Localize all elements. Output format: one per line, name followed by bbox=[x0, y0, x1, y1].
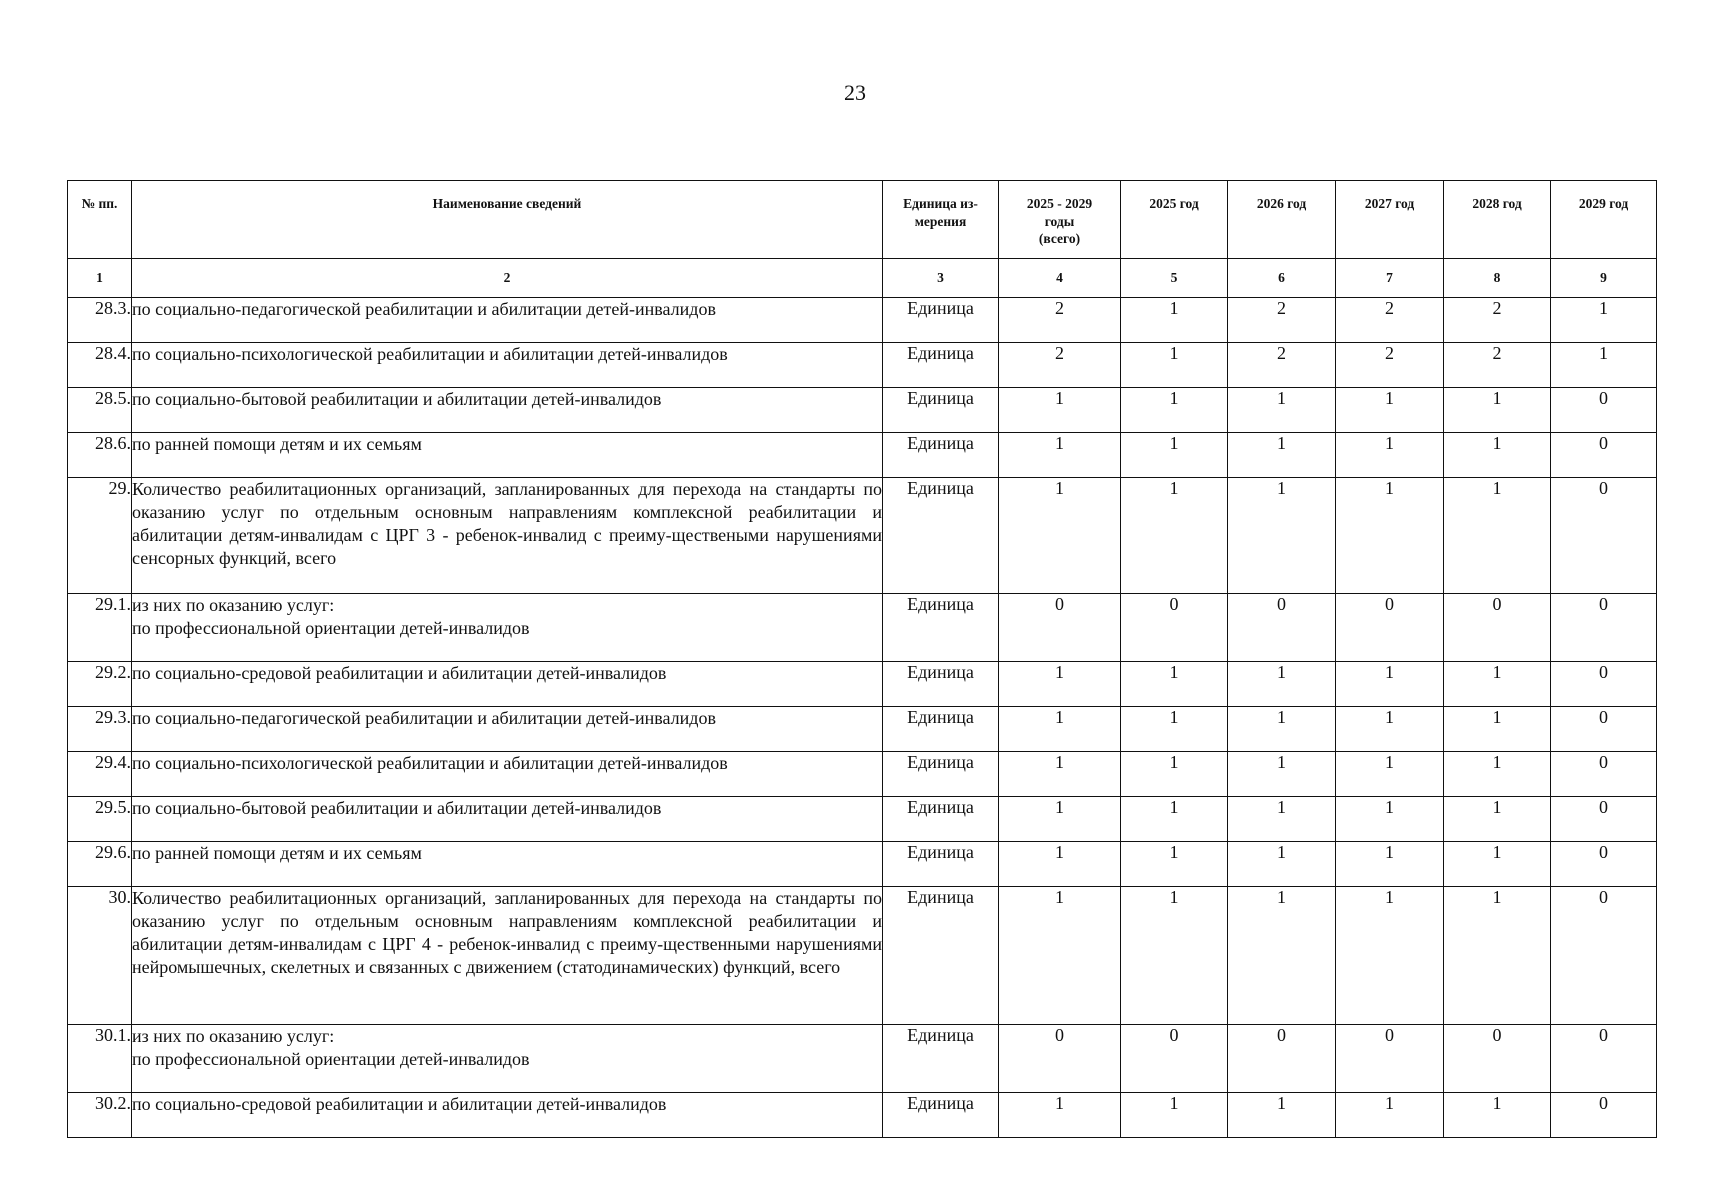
row-name: Количество реабилитационных организаций, запланированных для перехода на стандарты по оказанию услуг по отдельным основным направлениям комплексной реабилитации и абилитации детям-инвалидам с ЦРГ 4 - ребенок-инвалид с преиму-щественными нарушениями нейромышечных, скелетных и связанных с движением (статодинамических) функций, всего bbox=[132, 887, 883, 1025]
table-row bbox=[68, 298, 1657, 343]
value-total: 1 bbox=[999, 662, 1121, 707]
value-2029: 0 bbox=[1551, 887, 1657, 1025]
value-2027: 0 bbox=[1336, 594, 1444, 662]
row-name-line: по профессиональной ориентации детей-инвалидов bbox=[132, 1049, 530, 1069]
table-row bbox=[68, 887, 1657, 1025]
value-2027: 1 bbox=[1336, 842, 1444, 887]
column-number: 4 bbox=[999, 259, 1121, 298]
value-total: 1 bbox=[999, 1093, 1121, 1138]
table-row bbox=[68, 478, 1657, 594]
row-number: 29.2. bbox=[68, 662, 132, 707]
row-name-line: по профессиональной ориентации детей-инвалидов bbox=[132, 618, 530, 638]
value-total: 1 bbox=[999, 478, 1121, 594]
row-number: 30.1. bbox=[68, 1025, 132, 1093]
row-name: Количество реабилитационных организаций, запланированных для перехода на стандарты по оказанию услуг по отдельным основным направлениям комплексной реабилитации и абилитации детям-инвалидам с ЦРГ 3 - ребенок-инвалид с преиму-ществеными нарушениями сенсорных функций, всего bbox=[132, 478, 883, 594]
value-2029: 0 bbox=[1551, 478, 1657, 594]
table-row bbox=[68, 842, 1657, 887]
value-2025: 1 bbox=[1121, 478, 1228, 594]
value-total: 1 bbox=[999, 797, 1121, 842]
row-name: по социально-средовой реабилитации и абилитации детей-инвалидов bbox=[132, 662, 883, 707]
row-unit: Единица bbox=[883, 1093, 999, 1138]
row-unit: Единица bbox=[883, 343, 999, 388]
value-2025: 1 bbox=[1121, 752, 1228, 797]
value-2029: 0 bbox=[1551, 388, 1657, 433]
table-row bbox=[68, 662, 1657, 707]
table-row bbox=[68, 594, 1657, 662]
value-2028: 1 bbox=[1444, 707, 1551, 752]
row-name bbox=[132, 1025, 883, 1093]
value-2027: 1 bbox=[1336, 478, 1444, 594]
row-name: по социально-средовой реабилитации и абилитации детей-инвалидов bbox=[132, 1093, 883, 1138]
column-number: 9 bbox=[1551, 259, 1657, 298]
value-2028: 1 bbox=[1444, 662, 1551, 707]
column-number: 8 bbox=[1444, 259, 1551, 298]
row-unit: Единица bbox=[883, 298, 999, 343]
value-2027: 1 bbox=[1336, 752, 1444, 797]
row-name: по социально-психологической реабилитации и абилитации детей-инвалидов bbox=[132, 343, 883, 388]
row-name: по ранней помощи детям и их семьям bbox=[132, 842, 883, 887]
column-number: 1 bbox=[68, 259, 132, 298]
row-name-line: из них по оказанию услуг: bbox=[132, 1026, 335, 1046]
row-unit: Единица bbox=[883, 797, 999, 842]
table-row bbox=[68, 752, 1657, 797]
value-2029: 0 bbox=[1551, 433, 1657, 478]
column-number: 3 bbox=[883, 259, 999, 298]
value-2029: 0 bbox=[1551, 1093, 1657, 1138]
value-2026: 1 bbox=[1228, 433, 1336, 478]
value-2025: 1 bbox=[1121, 298, 1228, 343]
value-2025: 1 bbox=[1121, 797, 1228, 842]
page-number: 23 bbox=[844, 80, 866, 105]
value-2027: 1 bbox=[1336, 388, 1444, 433]
row-name: по социально-педагогической реабилитации и абилитации детей-инвалидов bbox=[132, 707, 883, 752]
row-name: по социально-психологической реабилитации и абилитации детей-инвалидов bbox=[132, 752, 883, 797]
value-2025: 1 bbox=[1121, 388, 1228, 433]
value-2026: 2 bbox=[1228, 343, 1336, 388]
row-number: 30. bbox=[68, 887, 132, 1025]
value-2026: 0 bbox=[1228, 594, 1336, 662]
value-2028: 2 bbox=[1444, 343, 1551, 388]
row-unit: Единица bbox=[883, 388, 999, 433]
row-number: 29. bbox=[68, 478, 132, 594]
row-number: 28.4. bbox=[68, 343, 132, 388]
row-unit: Единица bbox=[883, 887, 999, 1025]
value-2028: 1 bbox=[1444, 388, 1551, 433]
value-total: 1 bbox=[999, 887, 1121, 1025]
value-2028: 0 bbox=[1444, 594, 1551, 662]
value-2029: 1 bbox=[1551, 343, 1657, 388]
value-2027: 2 bbox=[1336, 343, 1444, 388]
value-2025: 1 bbox=[1121, 887, 1228, 1025]
value-2028: 2 bbox=[1444, 298, 1551, 343]
table-row bbox=[68, 433, 1657, 478]
value-2026: 1 bbox=[1228, 1093, 1336, 1138]
value-2027: 0 bbox=[1336, 1025, 1444, 1093]
column-number: 7 bbox=[1336, 259, 1444, 298]
value-total: 0 bbox=[999, 594, 1121, 662]
value-2026: 1 bbox=[1228, 707, 1336, 752]
table-row bbox=[68, 797, 1657, 842]
row-unit: Единица bbox=[883, 752, 999, 797]
value-total: 1 bbox=[999, 752, 1121, 797]
value-2027: 1 bbox=[1336, 887, 1444, 1025]
value-2026: 1 bbox=[1228, 842, 1336, 887]
row-number: 28.5. bbox=[68, 388, 132, 433]
header-cell-2027: 2027 год bbox=[1336, 181, 1444, 259]
value-2028: 1 bbox=[1444, 478, 1551, 594]
row-unit: Единица bbox=[883, 478, 999, 594]
value-2028: 1 bbox=[1444, 842, 1551, 887]
value-2029: 0 bbox=[1551, 707, 1657, 752]
header-cell-total: 2025 - 2029 годы (всего) bbox=[999, 181, 1121, 259]
value-2029: 0 bbox=[1551, 842, 1657, 887]
table-row bbox=[68, 707, 1657, 752]
value-2026: 1 bbox=[1228, 478, 1336, 594]
row-unit: Единица bbox=[883, 433, 999, 478]
value-total: 0 bbox=[999, 1025, 1121, 1093]
value-2025: 1 bbox=[1121, 707, 1228, 752]
value-2027: 2 bbox=[1336, 298, 1444, 343]
value-2028: 1 bbox=[1444, 1093, 1551, 1138]
data-table bbox=[67, 180, 1657, 1138]
value-2029: 1 bbox=[1551, 298, 1657, 343]
row-name: по социально-педагогической реабилитации и абилитации детей-инвалидов bbox=[132, 298, 883, 343]
row-number: 28.3. bbox=[68, 298, 132, 343]
value-2029: 0 bbox=[1551, 752, 1657, 797]
value-2028: 1 bbox=[1444, 433, 1551, 478]
value-2029: 0 bbox=[1551, 594, 1657, 662]
header-cell-name: Наименование сведений bbox=[132, 181, 883, 259]
value-2026: 2 bbox=[1228, 298, 1336, 343]
table-row bbox=[68, 1025, 1657, 1093]
row-unit: Единица bbox=[883, 662, 999, 707]
column-number-row bbox=[68, 259, 1657, 298]
value-2025: 1 bbox=[1121, 842, 1228, 887]
value-total: 2 bbox=[999, 343, 1121, 388]
row-name-line: из них по оказанию услуг: bbox=[132, 595, 335, 615]
value-total: 2 bbox=[999, 298, 1121, 343]
value-2025: 0 bbox=[1121, 594, 1228, 662]
value-2025: 1 bbox=[1121, 343, 1228, 388]
row-name bbox=[132, 594, 883, 662]
value-2027: 1 bbox=[1336, 797, 1444, 842]
row-number: 29.6. bbox=[68, 842, 132, 887]
row-number: 29.3. bbox=[68, 707, 132, 752]
value-2026: 1 bbox=[1228, 797, 1336, 842]
header-cell-2025: 2025 год bbox=[1121, 181, 1228, 259]
value-total: 1 bbox=[999, 842, 1121, 887]
value-2029: 0 bbox=[1551, 1025, 1657, 1093]
row-unit: Единица bbox=[883, 1025, 999, 1093]
value-2027: 1 bbox=[1336, 707, 1444, 752]
row-number: 29.4. bbox=[68, 752, 132, 797]
row-number: 29.5. bbox=[68, 797, 132, 842]
value-total: 1 bbox=[999, 433, 1121, 478]
value-total: 1 bbox=[999, 388, 1121, 433]
value-2026: 1 bbox=[1228, 388, 1336, 433]
row-number: 28.6. bbox=[68, 433, 132, 478]
value-2029: 0 bbox=[1551, 797, 1657, 842]
value-2025: 1 bbox=[1121, 433, 1228, 478]
row-number: 30.2. bbox=[68, 1093, 132, 1138]
value-2025: 1 bbox=[1121, 1093, 1228, 1138]
column-number: 2 bbox=[132, 259, 883, 298]
value-2025: 0 bbox=[1121, 1025, 1228, 1093]
value-2026: 0 bbox=[1228, 1025, 1336, 1093]
value-2025: 1 bbox=[1121, 662, 1228, 707]
value-2027: 1 bbox=[1336, 433, 1444, 478]
value-2028: 1 bbox=[1444, 797, 1551, 842]
value-2027: 1 bbox=[1336, 662, 1444, 707]
row-unit: Единица bbox=[883, 842, 999, 887]
header-cell-unit: Единица из- мерения bbox=[883, 181, 999, 259]
column-number: 6 bbox=[1228, 259, 1336, 298]
value-2029: 0 bbox=[1551, 662, 1657, 707]
column-number: 5 bbox=[1121, 259, 1228, 298]
row-name: по социально-бытовой реабилитации и абилитации детей-инвалидов bbox=[132, 797, 883, 842]
row-number: 29.1. bbox=[68, 594, 132, 662]
table-row bbox=[68, 343, 1657, 388]
row-unit: Единица bbox=[883, 594, 999, 662]
row-unit: Единица bbox=[883, 707, 999, 752]
value-2028: 0 bbox=[1444, 1025, 1551, 1093]
header-cell-2026: 2026 год bbox=[1228, 181, 1336, 259]
table-row bbox=[68, 388, 1657, 433]
header-row bbox=[68, 181, 1657, 259]
value-2026: 1 bbox=[1228, 752, 1336, 797]
header-cell-2028: 2028 год bbox=[1444, 181, 1551, 259]
value-total: 1 bbox=[999, 707, 1121, 752]
value-2026: 1 bbox=[1228, 887, 1336, 1025]
value-2028: 1 bbox=[1444, 887, 1551, 1025]
value-2028: 1 bbox=[1444, 752, 1551, 797]
row-name: по социально-бытовой реабилитации и абилитации детей-инвалидов bbox=[132, 388, 883, 433]
value-2027: 1 bbox=[1336, 1093, 1444, 1138]
table-row bbox=[68, 1093, 1657, 1138]
header-cell-num: № пп. bbox=[68, 181, 132, 259]
value-2026: 1 bbox=[1228, 662, 1336, 707]
header-cell-2029: 2029 год bbox=[1551, 181, 1657, 259]
row-name: по ранней помощи детям и их семьям bbox=[132, 433, 883, 478]
